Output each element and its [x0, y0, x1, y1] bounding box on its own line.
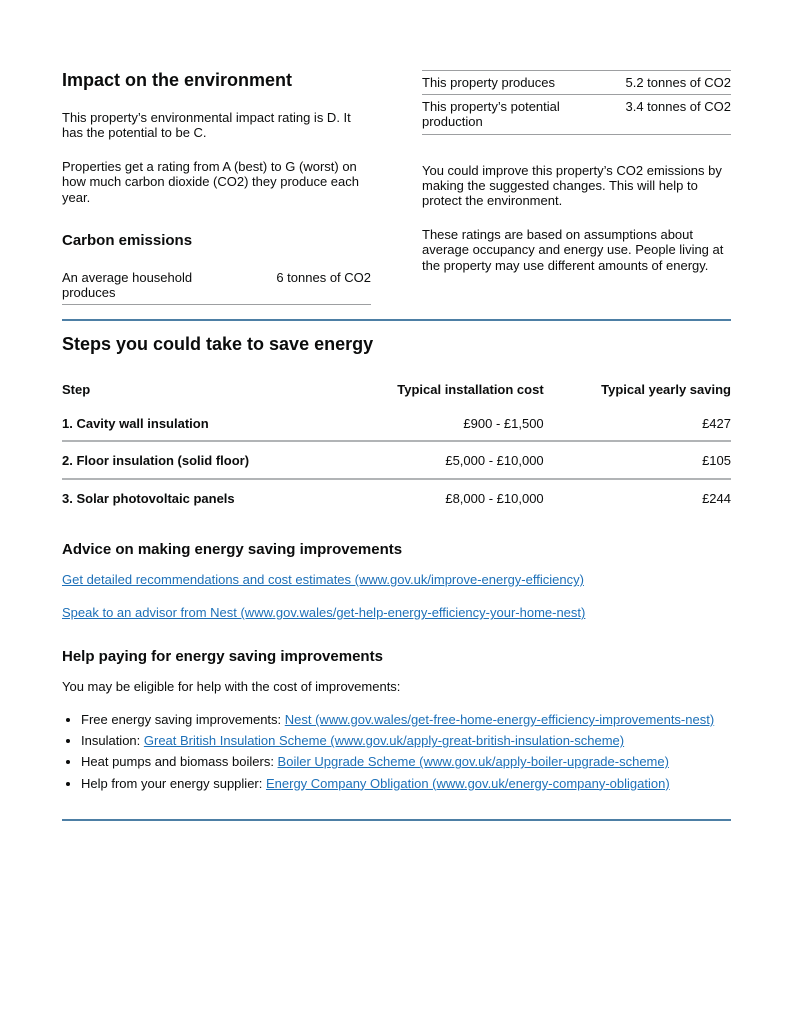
improve-co2-paragraph: You could improve this property’s CO2 emissions by making the suggested changes. This will help to protect the environment.: [422, 162, 722, 209]
table-row: [422, 71, 731, 95]
help-item-prefix: Insulation:: [81, 733, 144, 749]
help-item-prefix: Heat pumps and biomass boilers:: [81, 754, 278, 770]
property-co2-table: [422, 70, 731, 135]
step-cost: £5,000 - £10,000: [336, 441, 543, 478]
step-name: 3. Solar photovoltaic panels: [62, 490, 235, 506]
nest-free-improvements-link[interactable]: Nest (www.gov.wales/get-free-home-energy-efficiency-improvements-nest): [284, 711, 715, 727]
nest-advisor-link[interactable]: Speak to an advisor from Nest (www.gov.wales/get-help-energy-efficiency-your-home-nest): [62, 605, 586, 621]
column-header-step: Step: [62, 382, 91, 398]
list-item: [81, 776, 731, 791]
help-intro-text: You may be eligible for help with the cost of improvements:: [62, 678, 401, 694]
help-item-prefix: Help from your energy supplier:: [81, 775, 266, 791]
table-row: [62, 441, 731, 478]
list-item: [81, 733, 731, 748]
potential-production-label: This property’s potential production: [422, 95, 601, 134]
environment-section: [62, 70, 731, 305]
average-household-table: [62, 266, 371, 305]
impact-section-title: Impact on the environment: [62, 70, 293, 90]
section-divider: [62, 819, 731, 821]
average-household-label: An average household produces: [62, 266, 241, 305]
step-saving: £105: [544, 441, 731, 478]
property-produces-value: 5.2 tonnes of CO2: [601, 71, 731, 95]
great-british-insulation-scheme-link[interactable]: Great British Insulation Scheme (www.gov.uk/apply-great-british-insulation-scheme): [143, 733, 625, 749]
environment-right-column: [422, 70, 731, 273]
steps-section-title: Steps you could take to save energy: [62, 334, 374, 355]
help-schemes-list: [62, 712, 731, 791]
list-item: [81, 712, 731, 727]
table-row: [422, 95, 731, 134]
table-row: [62, 266, 371, 305]
environment-left-column: [62, 70, 371, 305]
help-item-prefix: Free energy saving improvements:: [81, 711, 285, 727]
potential-production-value: 3.4 tonnes of CO2: [601, 95, 731, 134]
table-header-row: [62, 382, 731, 405]
table-row: [62, 479, 731, 515]
boiler-upgrade-scheme-link[interactable]: Boiler Upgrade Scheme (www.gov.uk/apply-boiler-upgrade-scheme): [277, 754, 669, 770]
recommendations-link[interactable]: Get detailed recommendations and cost estimates (www.gov.uk/improve-energy-efficiency): [62, 572, 584, 588]
average-household-value: 6 tonnes of CO2: [241, 266, 371, 305]
step-saving: £427: [544, 405, 731, 441]
impact-rating-paragraph: This property’s environmental impact rating is D. It has the potential to be C.: [62, 109, 351, 140]
step-saving: £244: [702, 490, 731, 506]
assumptions-paragraph: These ratings are based on assumptions about average occupancy and energy use. People living at the property may use different amounts of energy.: [422, 227, 724, 273]
energy-saving-steps-table: [62, 382, 731, 515]
nest-advisor-link-line: [62, 605, 731, 620]
section-divider: [62, 319, 731, 321]
step-name: 2. Floor insulation (solid floor): [62, 441, 336, 478]
column-header-yearly-saving: Typical yearly saving: [601, 382, 731, 398]
recommendations-link-line: [62, 572, 731, 587]
list-item: [81, 754, 731, 769]
step-cost: £8,000 - £10,000: [445, 490, 544, 506]
property-produces-label: This property produces: [422, 71, 601, 95]
help-section-title: Help paying for energy saving improvements: [62, 647, 383, 665]
table-row: [62, 405, 731, 441]
carbon-emissions-title: Carbon emissions: [62, 231, 193, 249]
advice-section-title: Advice on making energy saving improvements: [62, 540, 403, 558]
step-name: 1. Cavity wall insulation: [62, 405, 336, 441]
step-cost: £900 - £1,500: [336, 405, 543, 441]
column-header-installation-cost: Typical installation cost: [397, 382, 544, 398]
energy-company-obligation-link[interactable]: Energy Company Obligation (www.gov.uk/energy-company-obligation): [265, 775, 670, 791]
rating-scale-paragraph: Properties get a rating from A (best) to G (worst) on how much carbon dioxide (CO2) they produce each year.: [62, 159, 359, 205]
